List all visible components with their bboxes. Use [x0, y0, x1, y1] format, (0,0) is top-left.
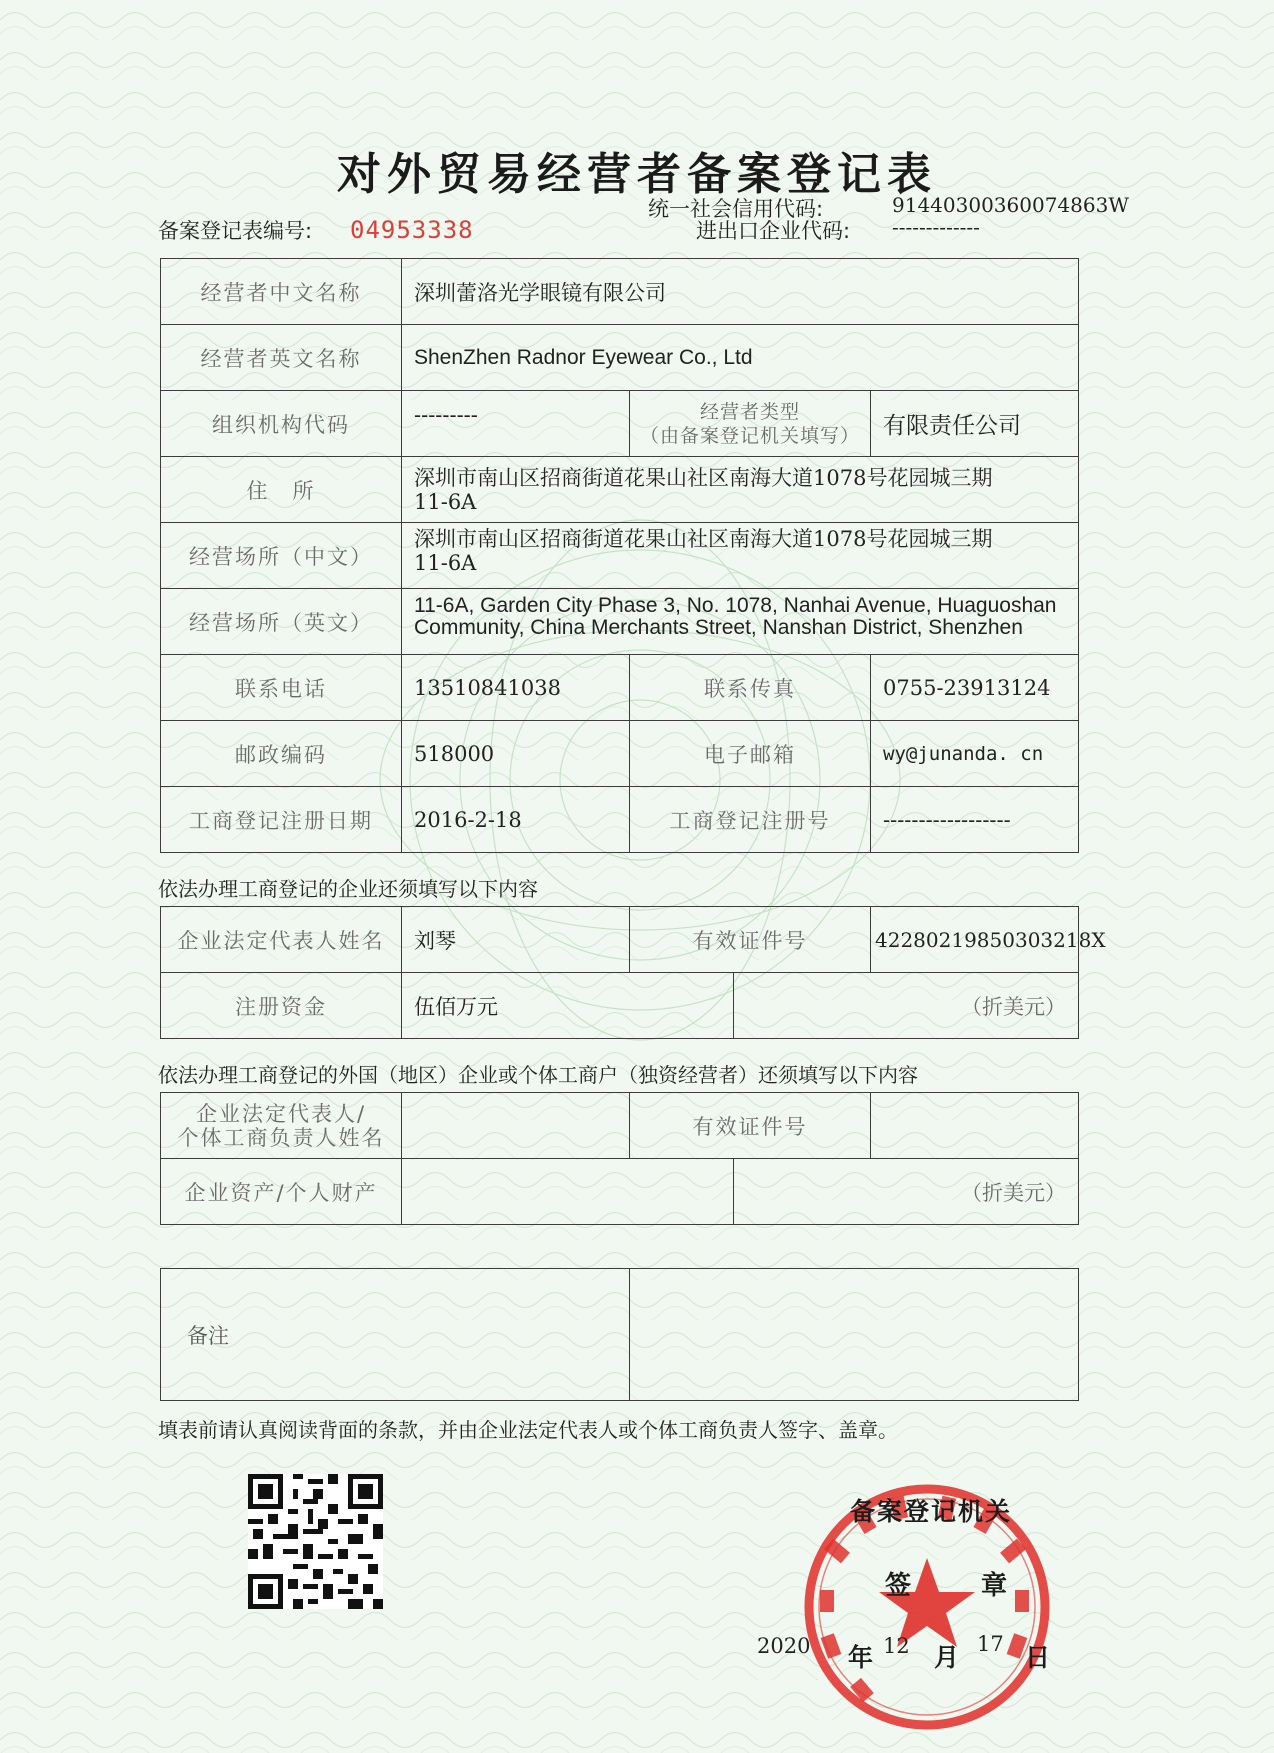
section2-rep-label-line2: 个体工商负责人姓名: [177, 1125, 385, 1150]
section2-heading: 依法办理工商登记的外国（地区）企业或个体工商户（独资经营者）还须填写以下内容: [158, 1063, 918, 1087]
address-line1: 深圳市南山区招商街道花果山社区南海大道1078号花园城三期: [414, 465, 993, 490]
address-value: [402, 457, 1079, 523]
postcode-value: 518000: [402, 721, 630, 787]
reg-date-label: 工商登记注册日期: [161, 787, 402, 853]
operator-type-label: [630, 391, 871, 457]
place-en-label: 经营场所（英文）: [161, 589, 402, 655]
capital-value: 伍佰万元: [402, 973, 734, 1039]
section2-id-label: 有效证件号: [630, 1093, 871, 1159]
place-cn-line2: 11-6A: [414, 551, 477, 575]
section2-rep-label: [161, 1093, 402, 1159]
place-en-value: [402, 589, 1079, 655]
section1-id-value: 42280219850303218X: [871, 907, 1079, 973]
address-line2: 11-6A: [414, 489, 477, 514]
table-row: [161, 589, 1079, 655]
credit-code-label: 统一社会信用代码:: [648, 197, 824, 221]
place-cn-value: [402, 523, 1079, 589]
table-row: [161, 1093, 1079, 1159]
section1-usd-label: （折美元）: [734, 973, 1079, 1039]
section1-heading: 依法办理工商登记的企业还须填写以下内容: [158, 877, 538, 901]
table-row: [161, 721, 1079, 787]
section2-usd-label: （折美元）: [734, 1159, 1079, 1225]
table-row: [161, 391, 1079, 457]
date-month-char: 月: [934, 1643, 960, 1672]
section2-table: [160, 1092, 1079, 1225]
table-row: [161, 457, 1079, 523]
org-code-value: ---------: [402, 391, 630, 457]
table-row: [161, 787, 1079, 853]
legal-rep-value: 刘琴: [402, 907, 630, 973]
reg-no-label: 工商登记注册号: [630, 787, 871, 853]
table-row: [161, 523, 1079, 589]
date-day-char: 日: [1025, 1643, 1051, 1672]
fax-value: 0755-23913124: [871, 655, 1079, 721]
qr-code-icon: [248, 1474, 383, 1609]
table-row: [161, 907, 1079, 973]
place-en-line1: 11-6A, Garden City Phase 3, No. 1078, Nanhai Avenue, Huaguoshan: [414, 594, 1057, 617]
phone-label: 联系电话: [161, 655, 402, 721]
credit-code-value: 91440300360074863W: [892, 193, 1129, 217]
operator-type-label-line2: （由备案登记机关填写）: [639, 424, 860, 447]
reg-no-value: ------------------: [871, 787, 1079, 853]
section2-rep-value: [402, 1093, 630, 1159]
ie-code-value: -------------: [892, 215, 980, 239]
table-row: [161, 325, 1079, 391]
section1-id-label: 有效证件号: [630, 907, 871, 973]
address-label: 住 所: [161, 457, 402, 523]
remarks-label: 备注: [161, 1269, 630, 1401]
table-row: [161, 1159, 1079, 1225]
en-name-label: 经营者英文名称: [161, 325, 402, 391]
phone-value: 13510841038: [402, 655, 630, 721]
form-title: 对外贸易经营者备案登记表: [337, 149, 937, 200]
en-name-value: ShenZhen Radnor Eyewear Co., Ltd: [402, 325, 1079, 391]
record-number-value: 04953338: [350, 216, 474, 244]
assets-label: 企业资产/个人财产: [161, 1159, 402, 1225]
assets-value: [402, 1159, 734, 1225]
table-row: [161, 973, 1079, 1039]
date-day: 17: [977, 1632, 1004, 1656]
email-value: wy@junanda. cn: [871, 721, 1079, 787]
email-label: 电子邮箱: [630, 721, 871, 787]
place-cn-label: 经营场所（中文）: [161, 523, 402, 589]
remarks-table: [160, 1268, 1079, 1401]
date-year-char: 年: [848, 1643, 874, 1672]
table-row: [161, 1269, 1079, 1401]
legal-rep-label: 企业法定代表人姓名: [161, 907, 402, 973]
capital-label: 注册资金: [161, 973, 402, 1039]
cn-name-label: 经营者中文名称: [161, 259, 402, 325]
section1-table: [160, 906, 1106, 1039]
reg-date-value: 2016-2-18: [402, 787, 630, 853]
ie-code-label: 进出口企业代码:: [696, 219, 851, 243]
footer-notice: 填表前请认真阅读背面的条款，并由企业法定代表人或个体工商负责人签字、盖章。: [158, 1418, 898, 1442]
section2-id-value: [871, 1093, 1079, 1159]
date-month: 12: [883, 1634, 910, 1658]
main-table: [160, 258, 1079, 853]
cn-name-value: 深圳蕾洛光学眼镜有限公司: [402, 259, 1079, 325]
seal-label: 签 章: [885, 1571, 1030, 1601]
fax-label: 联系传真: [630, 655, 871, 721]
table-row: [161, 259, 1079, 325]
org-code-label: 组织机构代码: [161, 391, 402, 457]
date-year: 2020: [757, 1634, 811, 1658]
table-row: [161, 655, 1079, 721]
record-number-label: 备案登记表编号:: [158, 219, 313, 243]
section2-rep-label-line1: 企业法定代表人/: [195, 1101, 367, 1126]
place-cn-line1: 深圳市南山区招商街道花果山社区南海大道1078号花园城三期: [414, 527, 993, 551]
place-en-line2: Community, China Merchants Street, Nanshan District, Shenzhen: [414, 616, 1023, 639]
remarks-value: [630, 1269, 1079, 1401]
operator-type-value: 有限责任公司: [871, 391, 1079, 457]
operator-type-label-line1: 经营者类型: [699, 400, 800, 423]
authority-label: 备案登记机关: [850, 1497, 1013, 1526]
postcode-label: 邮政编码: [161, 721, 402, 787]
